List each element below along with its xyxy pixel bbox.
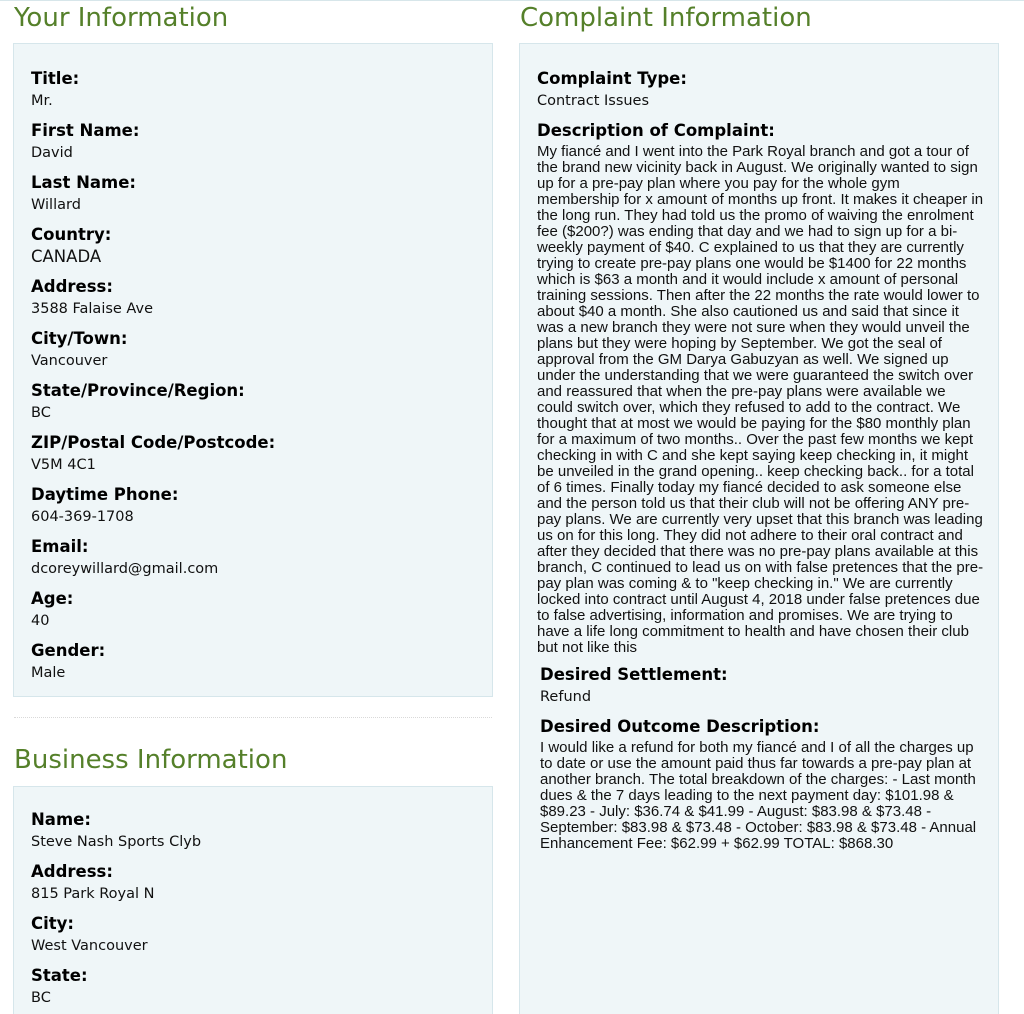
daytime-phone-field [31, 484, 475, 528]
city-town-label: City/Town: [31, 329, 128, 348]
address-label: Address: [31, 277, 113, 296]
business-city-field [31, 913, 475, 957]
your-information-panel [13, 43, 493, 697]
business-address-field [31, 861, 475, 905]
business-address-label: Address: [31, 862, 113, 881]
email-value: dcoreywillard@gmail.com [31, 561, 219, 577]
address-value: 3588 Falaise Ave [31, 301, 154, 317]
business-state-field [31, 965, 475, 1009]
business-name-label: Name: [31, 810, 91, 829]
city-town-value: Vancouver [31, 353, 108, 369]
desired-settlement-label: Desired Settlement: [540, 665, 728, 684]
country-label: Country: [31, 225, 112, 244]
complaint-information-heading: Complaint Information [520, 3, 812, 33]
your-information-heading: Your Information [14, 3, 229, 33]
postal-code-value: V5M 4C1 [31, 457, 96, 473]
business-state-value: BC [31, 990, 51, 1006]
last-name-label: Last Name: [31, 173, 137, 192]
postal-code-label: ZIP/Postal Code/Postcode: [31, 433, 276, 452]
email-label: Email: [31, 537, 89, 556]
title-label: Title: [31, 69, 80, 88]
business-information-panel [13, 786, 493, 1014]
desired-outcome-text: I would like a refund for both my fiancé and I of all the charges up to date or use the amount paid thus far towards a pre-pay plan at another branch. The total breakdown of the charges: - Last month dues & the 7 days leading to the next payment day: $101.98 & $89.23 - July: $36.74 & $41.99 - August: $83.98 & $73.48 - September: $83.98 & $73.48 - October: $83.98 & $73.48 - Annual Enhancement Fee: $62.99 + $62.99 TOTAL: $868.30 [540, 739, 977, 852]
age-label: Age: [31, 589, 74, 608]
description-field [537, 120, 984, 656]
country-value: CANADA [31, 247, 102, 266]
city-town-field [31, 328, 475, 372]
section-divider [14, 717, 492, 718]
business-city-label: City: [31, 914, 75, 933]
postal-code-field [31, 432, 475, 476]
top-border-line [0, 0, 1024, 1]
first-name-field [31, 120, 475, 164]
complaint-information-panel [519, 43, 999, 1014]
complaint-type-value: Contract Issues [537, 93, 650, 109]
first-name-label: First Name: [31, 121, 140, 140]
gender-value: Male [31, 665, 66, 681]
complaint-type-field [537, 68, 984, 112]
description-label: Description of Complaint: [537, 121, 775, 140]
desired-outcome-label: Desired Outcome Description: [540, 717, 820, 736]
gender-field [31, 640, 475, 684]
daytime-phone-label: Daytime Phone: [31, 485, 179, 504]
age-field [31, 588, 475, 632]
description-text: My fiancé and I went into the Park Royal branch and got a tour of the brand new vicinity back in August. We originally wanted to sign up for a pre-pay plan where you pay for the whole gym membership for x amount of months up front. It makes it cheaper in the long run. They had told us the promo of waiving the enrolment fee ($200?) was ending that day and we had to sign up for a bi-weekly payment of $40. C explained to us that they are currently trying to create pre-pay plans one would be $1400 for 22 months which is $63 a month and it would include x amount of personal training sessions. Then after the 22 months the rate would lower to about $40 a month. She also cautioned us and said that since it was a new branch they were not sure when they would unveil the plans but they were hoping by September. We got the seal of approval from the GM Darya Gabuzyan as well. We signed up under the understanding that we were guaranteed the switch over and reassured that when the pre-pay plans were available we could switch over, which they refused to add to the contract. We thought that at most we would be paying for the $80 monthly plan for a maximum of two months.. Over the past few months we kept checking in with C and she kept saying keep checking in, it might be unveiled in the grand opening.. keep checking back.. for a total of 6 times. Finally today my fiancé decided to ask someone else and the person told us that their club will not be offering ANY pre-pay plans. We are currently very upset that this branch was leading us on for this long. They did not adhere to their oral contract and after they decided that there was no pre-pay plans available at this branch, C continued to lead us on with false pretences that the pre-pay plan was coming & to "keep checking in." We are currently locked into contract until August 4, 2018 under false pretences due to false advertising, information and promises. We are trying to have a life long commitment to health and have chosen their club but not like this [537, 143, 984, 656]
desired-settlement-value: Refund [540, 689, 592, 705]
business-city-value: West Vancouver [31, 938, 148, 954]
address-field [31, 276, 475, 320]
country-field [31, 224, 475, 268]
state-province-label: State/Province/Region: [31, 381, 245, 400]
business-state-label: State: [31, 966, 88, 985]
business-name-field [31, 809, 475, 853]
title-field [31, 68, 475, 112]
daytime-phone-value: 604-369-1708 [31, 509, 134, 525]
business-name-value: Steve Nash Sports Clyb [31, 834, 202, 850]
business-information-heading: Business Information [14, 745, 288, 775]
email-field [31, 536, 475, 580]
title-value: Mr. [31, 93, 53, 109]
state-province-value: BC [31, 405, 51, 421]
first-name-value: David [31, 145, 73, 161]
complaint-type-label: Complaint Type: [537, 69, 687, 88]
state-province-field [31, 380, 475, 424]
desired-outcome-field [537, 716, 984, 852]
gender-label: Gender: [31, 641, 106, 660]
desired-settlement-field [537, 664, 984, 708]
last-name-value: Willard [31, 197, 81, 213]
age-value: 40 [31, 613, 50, 629]
last-name-field [31, 172, 475, 216]
business-address-value: 815 Park Royal N [31, 886, 155, 902]
